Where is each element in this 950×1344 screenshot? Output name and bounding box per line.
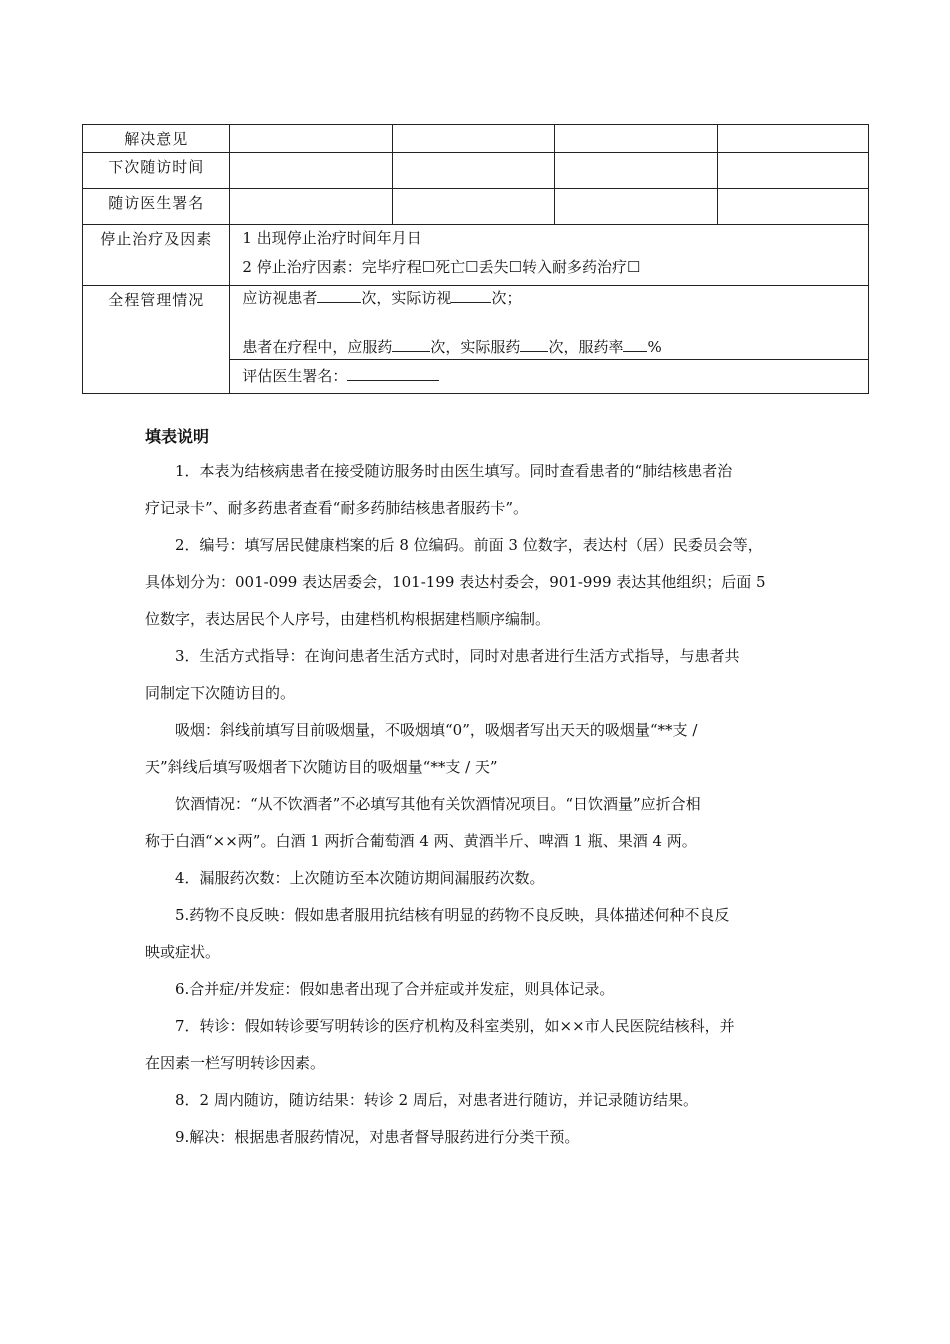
note-line: 称于白酒“××两”。白酒 1 两折合葡萄酒 4 两、黄酒半斤、啤酒 1 瓶、果酒 4 两。 — [145, 832, 697, 850]
stop-treatment-row — [83, 225, 869, 286]
input-cell[interactable] — [717, 125, 868, 153]
stop-treatment-label-text: 停止治疗及因素 — [100, 230, 213, 248]
stop-line-2: 2 停止治疗因素：完毕疗程☐死亡☐丢失☐转入耐多药治疗☐ — [242, 258, 641, 276]
note-line: 位数字，表达居民个人序号，由建档机构根据建档顺序编制。 — [145, 610, 551, 628]
row-label-text: 下次随访时间 — [108, 158, 205, 176]
row-label-text: 解决意见 — [124, 130, 189, 148]
mgmt-text: % — [647, 338, 662, 356]
management-content[interactable] — [230, 286, 869, 360]
note-line: 1．本表为结核病患者在接受随访服务时由医生填写。同时查看患者的“肺结核患者治 — [175, 462, 733, 480]
stop-treatment-content[interactable] — [230, 225, 869, 286]
input-cell[interactable] — [230, 153, 392, 189]
blank-field[interactable] — [392, 337, 430, 352]
input-cell[interactable] — [392, 125, 554, 153]
management-row — [83, 286, 869, 360]
signature-label: 评估医生署名： — [242, 367, 348, 385]
input-cell[interactable] — [717, 153, 868, 189]
row-label — [83, 125, 230, 153]
input-cell[interactable] — [392, 189, 554, 225]
mgmt-text: 患者在疗程中，应服药 — [242, 338, 393, 356]
note-line: 疗记录卡”、耐多药患者查看“耐多药肺结核患者服药卡”。 — [145, 499, 529, 517]
mgmt-text: 应访视患者 — [242, 289, 318, 307]
row-label-text: 随访医生署名 — [108, 194, 205, 212]
input-cell[interactable] — [555, 189, 717, 225]
signature-line — [230, 360, 868, 386]
management-label-text: 全程管理情况 — [108, 291, 205, 309]
note-line: 8．2 周内随访，随访结果：转诊 2 周后，对患者进行随访，并记录随访结果。 — [175, 1091, 698, 1109]
note-line: 4．漏服药次数：上次随访至本次随访期间漏服药次数。 — [175, 869, 545, 887]
blank-field[interactable] — [317, 288, 361, 303]
table-row — [83, 189, 869, 225]
input-cell[interactable] — [555, 125, 717, 153]
mgmt-text: 次，服药率 — [548, 338, 624, 356]
note-line: 具体划分为：001-099 表达居委会，101-199 表达村委会，901-999 表达其他组织；后面 5 — [145, 573, 766, 591]
note-line: 2．编号：填写居民健康档案的后 8 位编码。前面 3 位数字，表达村（居）民委员会等， — [175, 536, 763, 554]
note-line: 同制定下次随访目的。 — [145, 684, 296, 702]
blank-field[interactable] — [623, 337, 647, 352]
note-line: 5.药物不良反映：假如患者服用抗结核有明显的药物不良反映，具体描述何种不良反 — [175, 906, 730, 924]
signature-blank[interactable] — [347, 366, 439, 381]
input-cell[interactable] — [230, 125, 392, 153]
input-cell[interactable] — [717, 189, 868, 225]
stop-treatment-label — [83, 225, 230, 286]
mgmt-text: 次； — [491, 289, 522, 307]
note-line: 吸烟：斜线前填写目前吸烟量，不吸烟填“0”，吸烟者写出天天的吸烟量“**支 / — [175, 721, 698, 739]
input-cell[interactable] — [392, 153, 554, 189]
note-line: 饮酒情况：“从不饮酒者”不必填写其他有关饮酒情况项目。“日饮酒量”应折合相 — [175, 795, 701, 813]
instructions-heading: 填表说明 — [145, 427, 210, 446]
blank-field[interactable] — [451, 288, 491, 303]
table-row — [83, 153, 869, 189]
input-cell[interactable] — [230, 189, 392, 225]
input-cell[interactable] — [555, 153, 717, 189]
mgmt-text: 次，实际访视 — [361, 289, 452, 307]
note-line: 7．转诊：假如转诊要写明转诊的医疗机构及科室类别，如××市人民医院结核科，并 — [175, 1017, 735, 1035]
note-line: 天”斜线后填写吸烟者下次随访目的吸烟量“**支 / 天” — [145, 758, 498, 776]
note-line: 映或症状。 — [145, 943, 221, 961]
row-label — [83, 189, 230, 225]
note-line: 在因素一栏写明转诊因素。 — [145, 1054, 326, 1072]
instructions-section — [145, 420, 825, 1156]
row-label — [83, 153, 230, 189]
signature-content[interactable] — [230, 360, 869, 394]
note-line: 3．生活方式指导：在询问患者生活方式时，同时对患者进行生活方式指导，与患者共 — [175, 647, 740, 665]
stop-line-1: 1 出现停止治疗时间年月日 — [242, 229, 422, 247]
management-label — [83, 286, 230, 394]
note-line: 6.合并症/并发症：假如患者出现了合并症或并发症，则具体记录。 — [175, 980, 615, 998]
mgmt-text: 次，实际服药 — [430, 338, 521, 356]
mgmt-line-2 — [230, 308, 868, 357]
table-row — [83, 125, 869, 153]
mgmt-line-1 — [230, 286, 868, 308]
followup-form-table — [82, 124, 869, 394]
blank-field[interactable] — [520, 337, 548, 352]
note-line: 9.解决：根据患者服药情况，对患者督导服药进行分类干预。 — [175, 1128, 580, 1146]
